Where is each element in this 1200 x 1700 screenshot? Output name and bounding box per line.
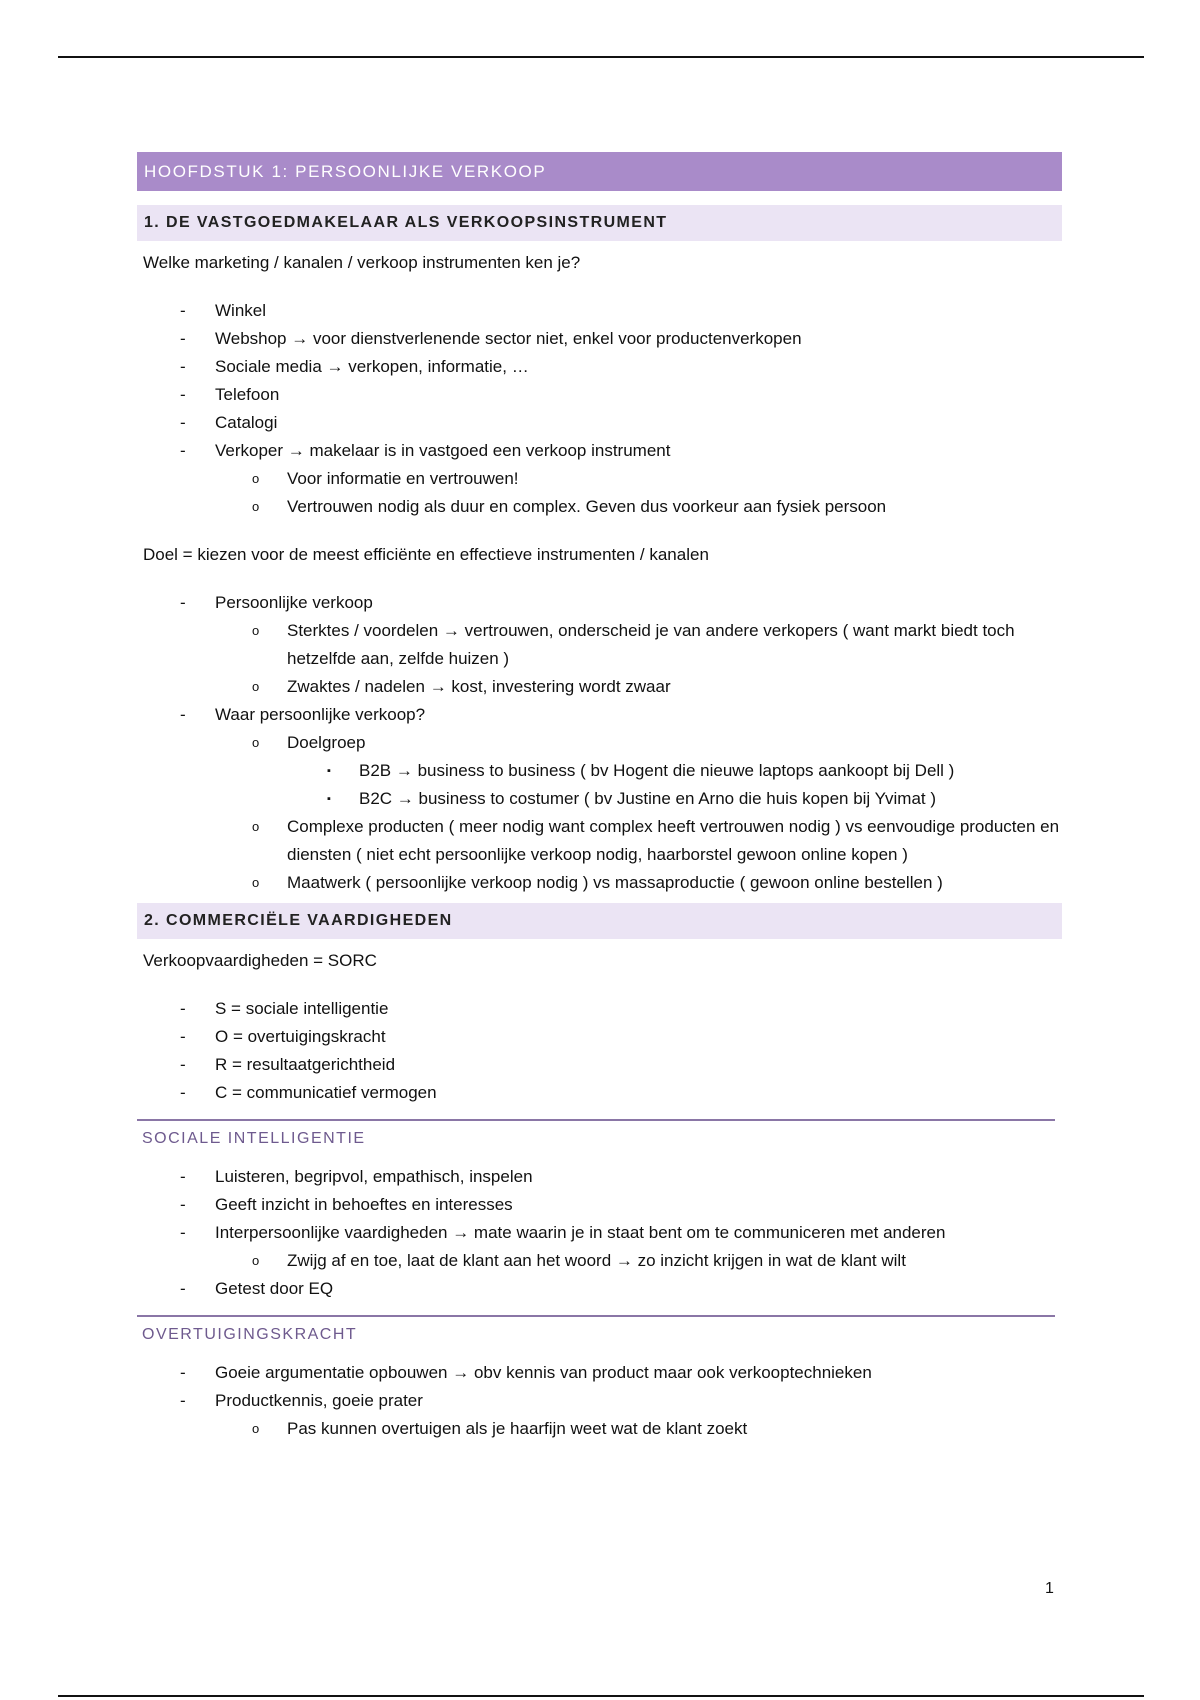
sub-list-item: o Pas kunnen overtuigen als je haarfijn weet wat de klant zoekt (137, 1415, 1062, 1443)
circle-marker: o (252, 875, 260, 890)
list-item: - C = communicatief vermogen (137, 1079, 1062, 1107)
circle-marker: o (252, 623, 260, 638)
circle-marker: o (252, 471, 260, 486)
list-item: - Getest door EQ (137, 1275, 1062, 1303)
document-body (137, 152, 1062, 1443)
dash-marker: - (180, 705, 186, 724)
sub-list-item: o Maatwerk ( persoonlijke verkoop nodig ) vs massaproductie ( gewoon online bestellen ) (137, 869, 1062, 897)
list-item: - Catalogi (137, 409, 1062, 437)
circle-marker: o (252, 1421, 260, 1436)
list-item: - Sociale media → verkopen, informatie, … (137, 353, 1062, 381)
sub-list-item: o Doelgroep (137, 729, 1062, 757)
list-item: - Luisteren, begripvol, empathisch, inspelen (137, 1163, 1062, 1191)
dash-marker: - (180, 593, 186, 612)
doel-list (137, 589, 1062, 897)
doel-text: Doel = kiezen voor de meest efficiënte en effectieve instrumenten / kanalen (143, 545, 709, 564)
sub-sub-list-item: ▪ B2B → business to business ( bv Hogent die nieuwe laptops aankoopt bij Dell ) (137, 757, 1062, 785)
dash-marker: - (180, 1027, 186, 1046)
dash-marker: - (180, 441, 186, 460)
list-item: - Goeie argumentatie opbouwen → obv kennis van product maar ook verkooptechnieken (137, 1359, 1062, 1387)
list-item: - Verkoper → makelaar is in vastgoed een verkoop instrument (137, 437, 1062, 465)
dash-marker: - (180, 1055, 186, 1074)
sub-list-item: o Sterktes / voordelen → vertrouwen, onderscheid je van andere verkopers ( want markt biedt toch hetzelfde aan, zelfde huizen ) (137, 617, 1062, 673)
sub-list-item: o Vertrouwen nodig als duur en complex. Geven dus voorkeur aan fysiek persoon (137, 493, 1062, 521)
list-item: - Telefoon (137, 381, 1062, 409)
list-item: - O = overtuigingskracht (137, 1023, 1062, 1051)
instrument-list (137, 297, 1062, 521)
sub-list-item: o Zwaktes / nadelen → kost, investering wordt zwaar (137, 673, 1062, 701)
section-heading-1: 1. DE VASTGOEDMAKELAAR ALS VERKOOPSINSTRUMENT (137, 205, 1062, 241)
footer-rule (58, 1695, 1144, 1697)
circle-marker: o (252, 819, 260, 834)
circle-marker: o (252, 499, 260, 514)
list-item: - R = resultaatgerichtheid (137, 1051, 1062, 1079)
question-text: Welke marketing / kanalen / verkoop instrumenten ken je? (143, 253, 581, 272)
dash-marker: - (180, 999, 186, 1018)
dash-marker: - (180, 329, 186, 348)
dash-marker: - (180, 385, 186, 404)
dash-marker: - (180, 1195, 186, 1214)
header-rule (58, 56, 1144, 58)
circle-marker: o (252, 679, 260, 694)
dash-marker: - (180, 1083, 186, 1102)
dash-marker: - (180, 1363, 186, 1382)
dash-marker: - (180, 1391, 186, 1410)
sociale-list (137, 1163, 1062, 1303)
dash-marker: - (180, 1167, 186, 1186)
circle-marker: o (252, 735, 260, 750)
subsection-heading-sociale: SOCIALE INTELLIGENTIE (137, 1119, 1055, 1149)
dash-marker: - (180, 413, 186, 432)
circle-marker: o (252, 1253, 260, 1268)
sub-list-item: o Zwijg af en toe, laat de klant aan het woord → zo inzicht krijgen in wat de klant wilt (137, 1247, 1062, 1275)
chapter-heading: HOOFDSTUK 1: PERSOONLIJKE VERKOOP (137, 152, 1062, 191)
list-item: - Productkennis, goeie prater (137, 1387, 1062, 1415)
sub-sub-list-item: ▪ B2C → business to costumer ( bv Justine en Arno die huis kopen bij Yvimat ) (137, 785, 1062, 813)
page-number: 1 (1045, 1580, 1054, 1597)
list-item: - Waar persoonlijke verkoop? (137, 701, 1062, 729)
section-heading-2: 2. COMMERCIËLE VAARDIGHEDEN (137, 903, 1062, 939)
list-item: - Persoonlijke verkoop (137, 589, 1062, 617)
list-item: - Geeft inzicht in behoeftes en interesses (137, 1191, 1062, 1219)
list-item: - Webshop → voor dienstverlenende sector niet, enkel voor productenverkopen (137, 325, 1062, 353)
sub-list-item: o Voor informatie en vertrouwen! (137, 465, 1062, 493)
sorc-intro: Verkoopvaardigheden = SORC (143, 951, 377, 970)
overtuiging-list (137, 1359, 1062, 1443)
list-item: - Interpersoonlijke vaardigheden → mate waarin je in staat bent om te communiceren met anderen (137, 1219, 1062, 1247)
square-marker: ▪ (327, 765, 331, 777)
sub-list-item: o Complexe producten ( meer nodig want complex heeft vertrouwen nodig ) vs eenvoudige producten en diensten ( niet echt persoonlijke verkoop nodig, haarborstel gewoon online kopen ) (137, 813, 1062, 869)
dash-marker: - (180, 1223, 186, 1242)
list-item: - Winkel (137, 297, 1062, 325)
sorc-list (137, 995, 1062, 1107)
square-marker: ▪ (327, 793, 331, 805)
subsection-heading-overtuiging: OVERTUIGINGSKRACHT (137, 1315, 1055, 1345)
dash-marker: - (180, 357, 186, 376)
dash-marker: - (180, 301, 186, 320)
dash-marker: - (180, 1279, 186, 1298)
list-item: - S = sociale intelligentie (137, 995, 1062, 1023)
